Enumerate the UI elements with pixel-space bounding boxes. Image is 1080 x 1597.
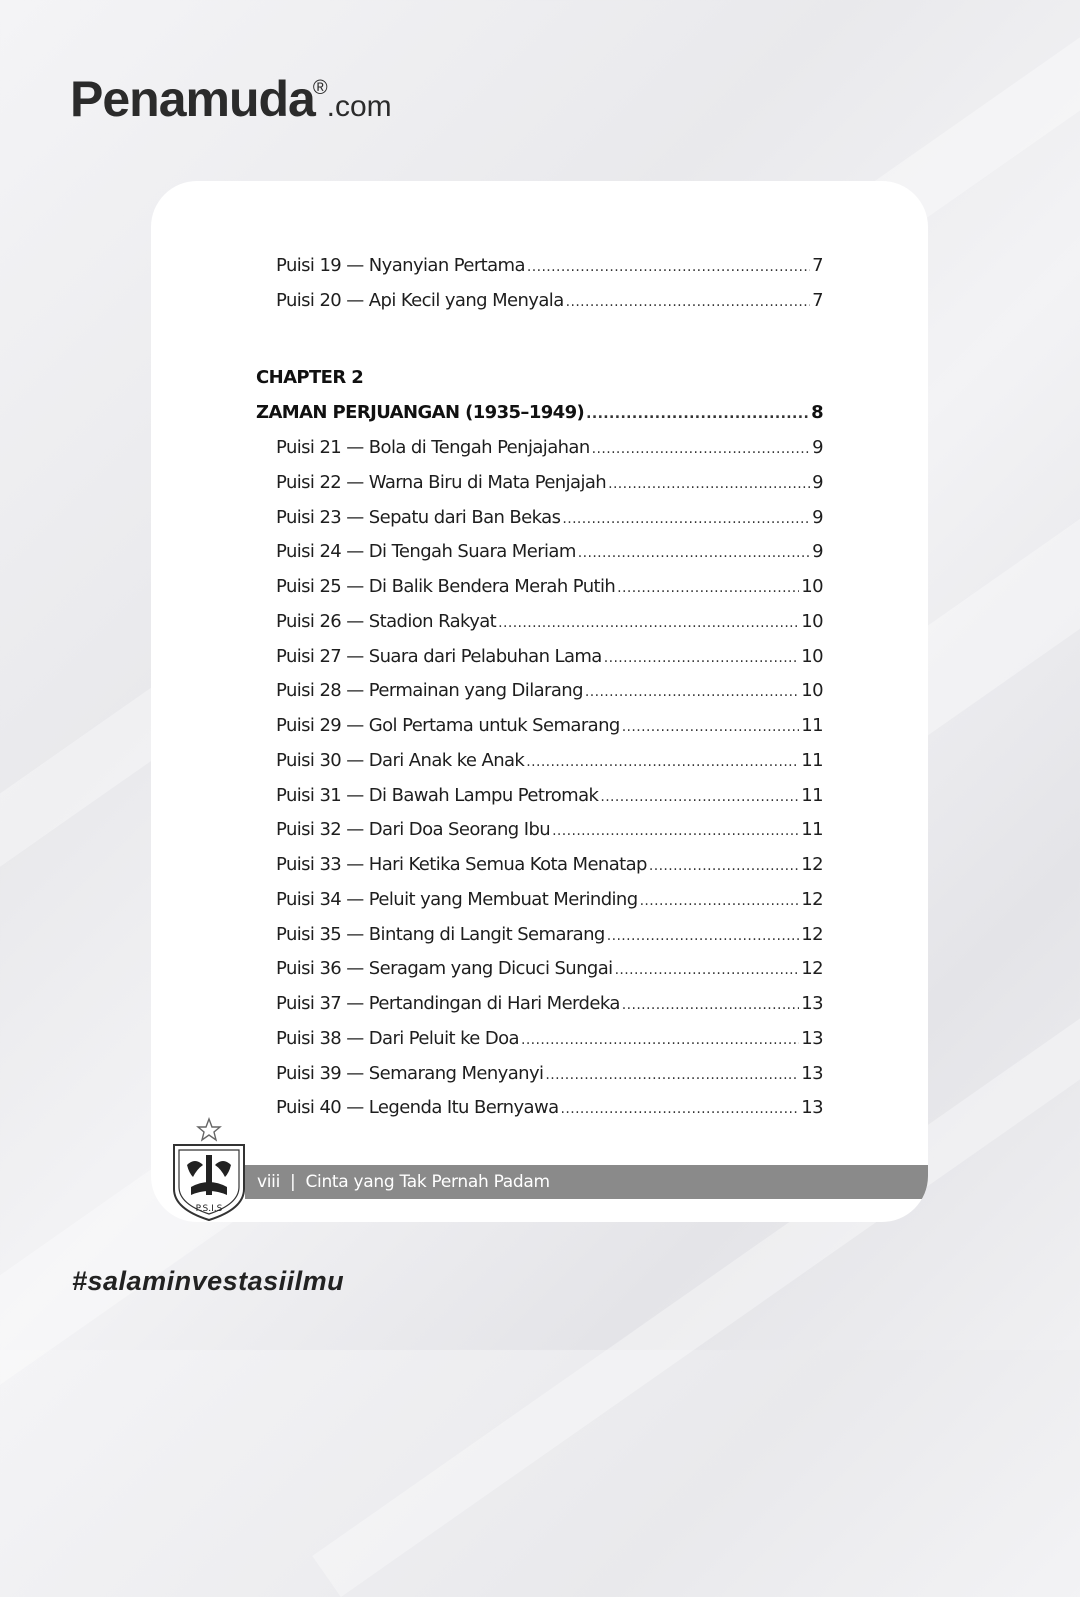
toc-leader-dots	[592, 441, 810, 457]
toc-entry-page: 11	[801, 819, 823, 841]
psis-crest-icon	[171, 1117, 247, 1222]
toc-entry-page: 12	[801, 888, 823, 910]
toc-entry	[276, 680, 823, 701]
toc-entry-page: 11	[801, 715, 823, 736]
toc-entry	[276, 924, 823, 945]
toc-leader-dots	[600, 789, 799, 805]
toc-entry	[276, 290, 823, 311]
toc-leader-dots	[604, 650, 800, 666]
toc-entry-page: 13	[801, 993, 823, 1014]
toc-entry	[276, 993, 823, 1014]
toc-leader-dots	[607, 928, 800, 944]
toc-leader-dots	[608, 476, 810, 492]
toc-entry	[276, 1097, 823, 1118]
toc-leader-dots	[562, 511, 810, 527]
chapter-title: ZAMAN PERJUANGAN (1935–1949)	[256, 402, 585, 423]
page-card	[151, 181, 928, 1222]
toc-entry-page: 7	[812, 290, 823, 311]
toc-entry-label: Puisi 40 — Legenda Itu Bernyawa	[276, 1097, 559, 1119]
toc-leader-dots	[552, 823, 799, 839]
toc-entry-label: Puisi 33 — Hari Ketika Semua Kota Menatap	[276, 854, 647, 875]
footer-book-title: Cinta yang Tak Pernah Padam	[305, 1172, 550, 1192]
toc-entry-label: Puisi 38 — Dari Peluit ke Doa	[276, 1027, 519, 1049]
toc-leader-dots	[545, 1067, 799, 1083]
toc-leader-dots	[622, 997, 800, 1013]
toc-entry	[276, 576, 823, 597]
toc-entry	[276, 750, 823, 771]
toc-entry-page: 9	[812, 541, 823, 563]
footer-page-number: viii	[257, 1172, 281, 1192]
toc-entry	[276, 1063, 823, 1084]
toc-entry-label: Puisi 24 — Di Tengah Suara Meriam	[276, 541, 576, 563]
toc-entry-page: 11	[801, 749, 823, 771]
brand-name: Penamuda	[70, 71, 315, 127]
toc-entry	[276, 472, 823, 493]
toc-entry-page: 11	[801, 784, 823, 806]
toc-entry-page: 13	[801, 1097, 823, 1119]
brand-suffix: .com	[326, 90, 392, 123]
toc-entry-label: Puisi 27 — Suara dari Pelabuhan Lama	[276, 645, 602, 667]
chapter-label: CHAPTER 2	[256, 367, 364, 388]
toc-entry-page: 12	[801, 923, 823, 945]
chapter-heading	[256, 402, 823, 423]
toc-entry-label: Puisi 37 — Pertandingan di Hari Merdeka	[276, 993, 620, 1014]
toc-entry-label: Puisi 20 — Api Kecil yang Menyala	[276, 290, 564, 311]
toc-entry-label: Puisi 32 — Dari Doa Seorang Ibu	[276, 819, 551, 841]
toc-entry-label: Puisi 23 — Sepatu dari Ban Bekas	[276, 506, 561, 528]
toc-entry	[276, 715, 823, 736]
emblem-text: P.S.I.S	[195, 1204, 223, 1214]
toc-entry-page: 9	[812, 471, 823, 493]
toc-entry-page: 12	[801, 958, 823, 980]
toc-entry	[276, 611, 823, 632]
toc-entry	[276, 1028, 823, 1049]
toc-leader-dots	[521, 1032, 799, 1048]
toc-entry	[276, 958, 823, 979]
toc-leader-dots	[617, 580, 799, 596]
toc-entry-label: Puisi 26 — Stadion Rakyat	[276, 610, 497, 632]
toc-entry	[276, 255, 823, 276]
toc-entry	[276, 541, 823, 562]
toc-leader-dots	[585, 684, 799, 700]
toc-leader-dots	[566, 294, 811, 310]
toc-leader-dots	[498, 615, 799, 631]
toc-leader-dots	[640, 893, 800, 909]
toc-entry-page: 10	[801, 576, 823, 597]
toc-entry-label: Puisi 31 — Di Bawah Lampu Petromak	[276, 784, 599, 806]
footer-separator: |	[290, 1172, 296, 1192]
toc-entry	[276, 507, 823, 528]
toc-leader-dots	[527, 259, 810, 275]
hashtag: #salaminvestasiilmu	[72, 1266, 345, 1296]
chapter-page: 8	[811, 402, 823, 423]
toc-entry	[276, 889, 823, 910]
toc-entry-label: Puisi 29 — Gol Pertama untuk Semarang	[276, 715, 620, 736]
toc-entry-label: Puisi 35 — Bintang di Langit Semarang	[276, 923, 605, 945]
toc-entry-page: 9	[812, 506, 823, 528]
toc-entry	[276, 854, 823, 875]
toc-leader-dots	[578, 545, 810, 561]
toc-entry	[276, 437, 823, 458]
toc-entry-label: Puisi 22 — Warna Biru di Mata Penjajah	[276, 471, 607, 493]
toc-entry-label: Puisi 21 — Bola di Tengah Penjajahan	[276, 437, 590, 458]
toc-entry-page: 10	[801, 645, 823, 667]
toc-entry	[276, 819, 823, 840]
toc-entry-label: Puisi 28 — Permainan yang Dilarang	[276, 680, 583, 702]
toc-leader-dots	[586, 406, 809, 422]
toc-leader-dots	[561, 1101, 800, 1117]
toc-entry-label: Puisi 36 — Seragam yang Dicuci Sungai	[276, 958, 613, 980]
toc-entry-page: 13	[801, 1027, 823, 1049]
toc-entry-label: Puisi 19 — Nyanyian Pertama	[276, 255, 525, 276]
toc-entry-label: Puisi 25 — Di Balik Bendera Merah Putih	[276, 576, 616, 597]
toc-entry	[276, 785, 823, 806]
toc-entry-page: 7	[812, 255, 823, 276]
toc-entry-page: 10	[801, 610, 823, 632]
toc-entry-page: 9	[812, 437, 823, 458]
registered-mark: ®	[312, 77, 327, 99]
toc-entry-label: Puisi 30 — Dari Anak ke Anak	[276, 749, 525, 771]
toc-leader-dots	[615, 962, 800, 978]
toc-leader-dots	[649, 858, 799, 874]
toc-entry-label: Puisi 39 — Semarang Menyanyi	[276, 1062, 544, 1084]
toc-entry-page: 12	[801, 854, 823, 875]
toc-leader-dots	[622, 719, 800, 735]
brand-logo	[70, 70, 392, 128]
toc-entry	[276, 646, 823, 667]
toc-entry-page: 13	[801, 1062, 823, 1084]
toc-entry-label: Puisi 34 — Peluit yang Membuat Merinding	[276, 888, 638, 910]
toc-entry-page: 10	[801, 680, 823, 702]
page-footer-bar	[245, 1165, 928, 1199]
toc-leader-dots	[526, 754, 799, 770]
